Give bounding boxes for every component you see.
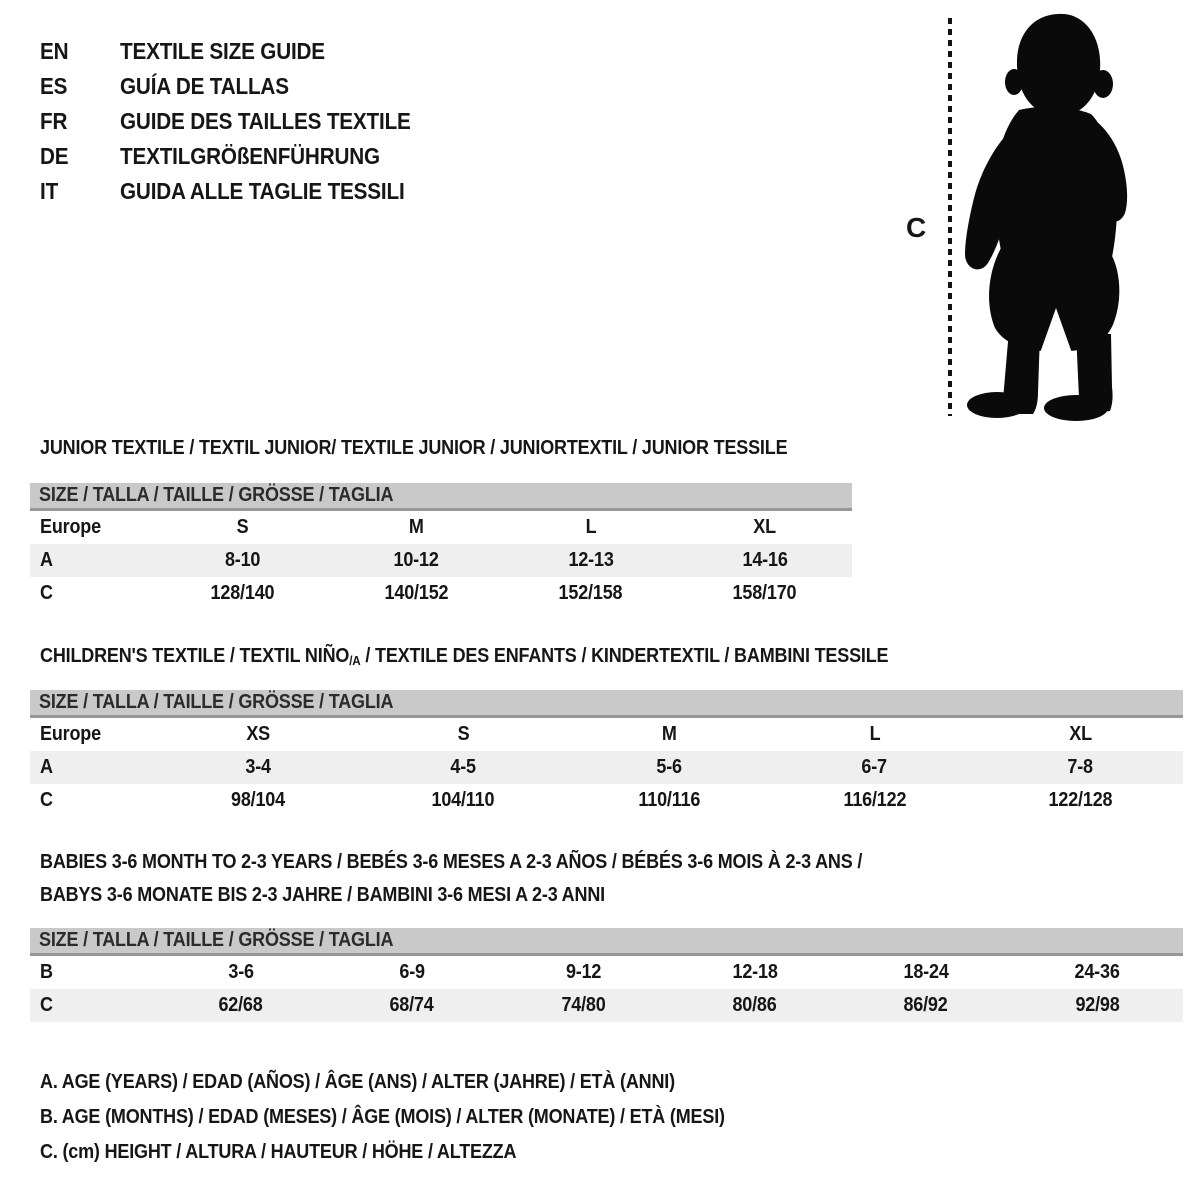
babies-title-line1-text: BABIES 3-6 MONTH TO 2-3 YEARS / BEBÉS 3-6 MESES A 2-3 AÑOS / BÉBÉS 3-6 MOIS À 2-3 ANS / (40, 851, 863, 873)
lang-row-es (40, 69, 443, 104)
lang-row-it (40, 174, 443, 209)
legend-line-age-years (40, 1071, 745, 1094)
size-header-cell: XL (753, 516, 777, 538)
junior-column-header-row (30, 511, 852, 544)
lang-title: TEXTILE SIZE GUIDE (120, 38, 325, 64)
value-cell: 62/68 (218, 994, 263, 1016)
junior-row-age (30, 544, 852, 577)
value-cell: 14-16 (742, 549, 788, 571)
size-header-cell: S (457, 723, 470, 745)
lang-code: FR (40, 108, 68, 134)
row-label-cell: C (40, 994, 53, 1016)
lang-title: GUIDE DES TAILLES TEXTILE (120, 108, 411, 134)
junior-section-title (40, 437, 870, 460)
value-cell: 98/104 (230, 789, 285, 811)
region-header-cell: Europe (40, 723, 101, 745)
value-cell: 9-12 (565, 961, 601, 983)
children-section-title-text: CHILDREN'S TEXTILE / TEXTIL NIÑO/A / TEXTILE DES ENFANTS / KINDERTEXTIL / BAMBINI TESSILE (40, 645, 889, 668)
children-size-table (30, 718, 1183, 817)
value-cell: 24-36 (1074, 961, 1120, 983)
value-cell: 158/170 (732, 582, 797, 604)
children-size-header-bar (30, 690, 1183, 718)
babies-section-title-line2 (40, 884, 668, 907)
lang-title: GUIDA ALLE TAGLIE TESSILI (120, 178, 405, 204)
value-cell: 6-9 (399, 961, 425, 983)
baby-silhouette-icon (945, 12, 1170, 422)
region-header-cell: Europe (40, 516, 101, 538)
lang-row-en (40, 34, 443, 69)
nino-a-subscript: /A (349, 653, 361, 668)
value-cell: 4-5 (450, 756, 477, 778)
junior-section-title-text: JUNIOR TEXTILE / TEXTIL JUNIOR/ TEXTILE JUNIOR / JUNIORTEXTIL / JUNIOR TESSILE (40, 437, 788, 459)
junior-row-height (30, 577, 852, 610)
value-cell: 6-7 (861, 756, 888, 778)
value-cell: 140/152 (384, 582, 449, 604)
legend-line-height (40, 1141, 569, 1164)
junior-size-table (30, 511, 852, 610)
junior-size-header-text: SIZE / TALLA / TAILLE / GRÖSSE / TAGLIA (39, 484, 394, 506)
legend-height-text: C. (cm) HEIGHT / ALTURA / HAUTEUR / HÖHE / ALTEZZA (40, 1141, 517, 1163)
size-header-cell: L (585, 516, 597, 538)
value-cell: 10-12 (393, 549, 439, 571)
value-cell: 122/128 (1048, 789, 1113, 811)
children-section-title (40, 645, 983, 668)
lang-code: ES (40, 73, 68, 99)
value-cell: 92/98 (1075, 994, 1120, 1016)
lang-code: IT (40, 178, 59, 204)
value-cell: 80/86 (732, 994, 777, 1016)
value-cell: 116/122 (843, 789, 906, 811)
value-cell: 128/140 (210, 582, 275, 604)
size-header-cell: M (408, 516, 424, 538)
lang-code: DE (40, 143, 69, 169)
row-label-cell: C (40, 582, 53, 604)
language-header (40, 34, 443, 209)
value-cell: 104/110 (431, 789, 495, 811)
babies-size-header-bar (30, 928, 1183, 956)
size-header-cell: XL (1068, 723, 1092, 745)
size-header-cell: M (661, 723, 677, 745)
lang-code: EN (40, 38, 69, 64)
value-cell: 74/80 (561, 994, 606, 1016)
babies-title-line2-text: BABYS 3-6 MONATE BIS 2-3 JAHRE / BAMBINI 3-6 MESI A 2-3 ANNI (40, 884, 605, 906)
lang-title: TEXTILGRÖßENFÜHRUNG (120, 143, 380, 169)
babies-size-table (30, 956, 1183, 1022)
row-label-cell: C (40, 789, 53, 811)
legend-age-years-text: A. AGE (YEARS) / EDAD (AÑOS) / ÂGE (ANS) / ALTER (JAHRE) / ETÀ (ANNI) (40, 1071, 675, 1093)
value-cell: 86/92 (903, 994, 949, 1016)
junior-size-header-bar (30, 483, 852, 511)
size-header-cell: L (869, 723, 880, 745)
value-cell: 7-8 (1067, 756, 1093, 778)
value-cell: 12-13 (568, 549, 614, 571)
children-row-age (30, 751, 1183, 784)
babies-row-height (30, 989, 1183, 1022)
babies-row-months (30, 956, 1183, 989)
children-column-header-row (30, 718, 1183, 751)
row-label-cell: B (40, 961, 53, 983)
height-measure-label: C (906, 212, 927, 243)
size-header-cell: S (236, 516, 249, 538)
legend-line-age-months (40, 1106, 801, 1129)
babies-section-title-line1 (40, 851, 954, 874)
value-cell: 12-18 (732, 961, 778, 983)
lang-title: GUÍA DE TALLAS (120, 73, 289, 99)
lang-row-de (40, 139, 443, 174)
value-cell: 3-6 (227, 961, 254, 983)
value-cell: 152/158 (558, 582, 623, 604)
children-size-header-text: SIZE / TALLA / TAILLE / GRÖSSE / TAGLIA (39, 691, 394, 713)
lang-row-fr (40, 104, 443, 139)
row-label-cell: A (40, 756, 53, 778)
value-cell: 110/116 (638, 789, 700, 811)
size-header-cell: XS (245, 723, 270, 745)
value-cell: 3-4 (245, 756, 271, 778)
value-cell: 5-6 (656, 756, 682, 778)
row-label-cell: A (40, 549, 53, 571)
legend-age-months-text: B. AGE (MONTHS) / EDAD (MESES) / ÂGE (MOIS) / ALTER (MONATE) / ETÀ (MESI) (40, 1106, 725, 1128)
value-cell: 18-24 (903, 961, 949, 983)
value-cell: 8-10 (224, 549, 260, 571)
value-cell: 68/74 (389, 994, 435, 1016)
children-row-height (30, 784, 1183, 817)
babies-size-header-text: SIZE / TALLA / TAILLE / GRÖSSE / TAGLIA (39, 929, 394, 951)
